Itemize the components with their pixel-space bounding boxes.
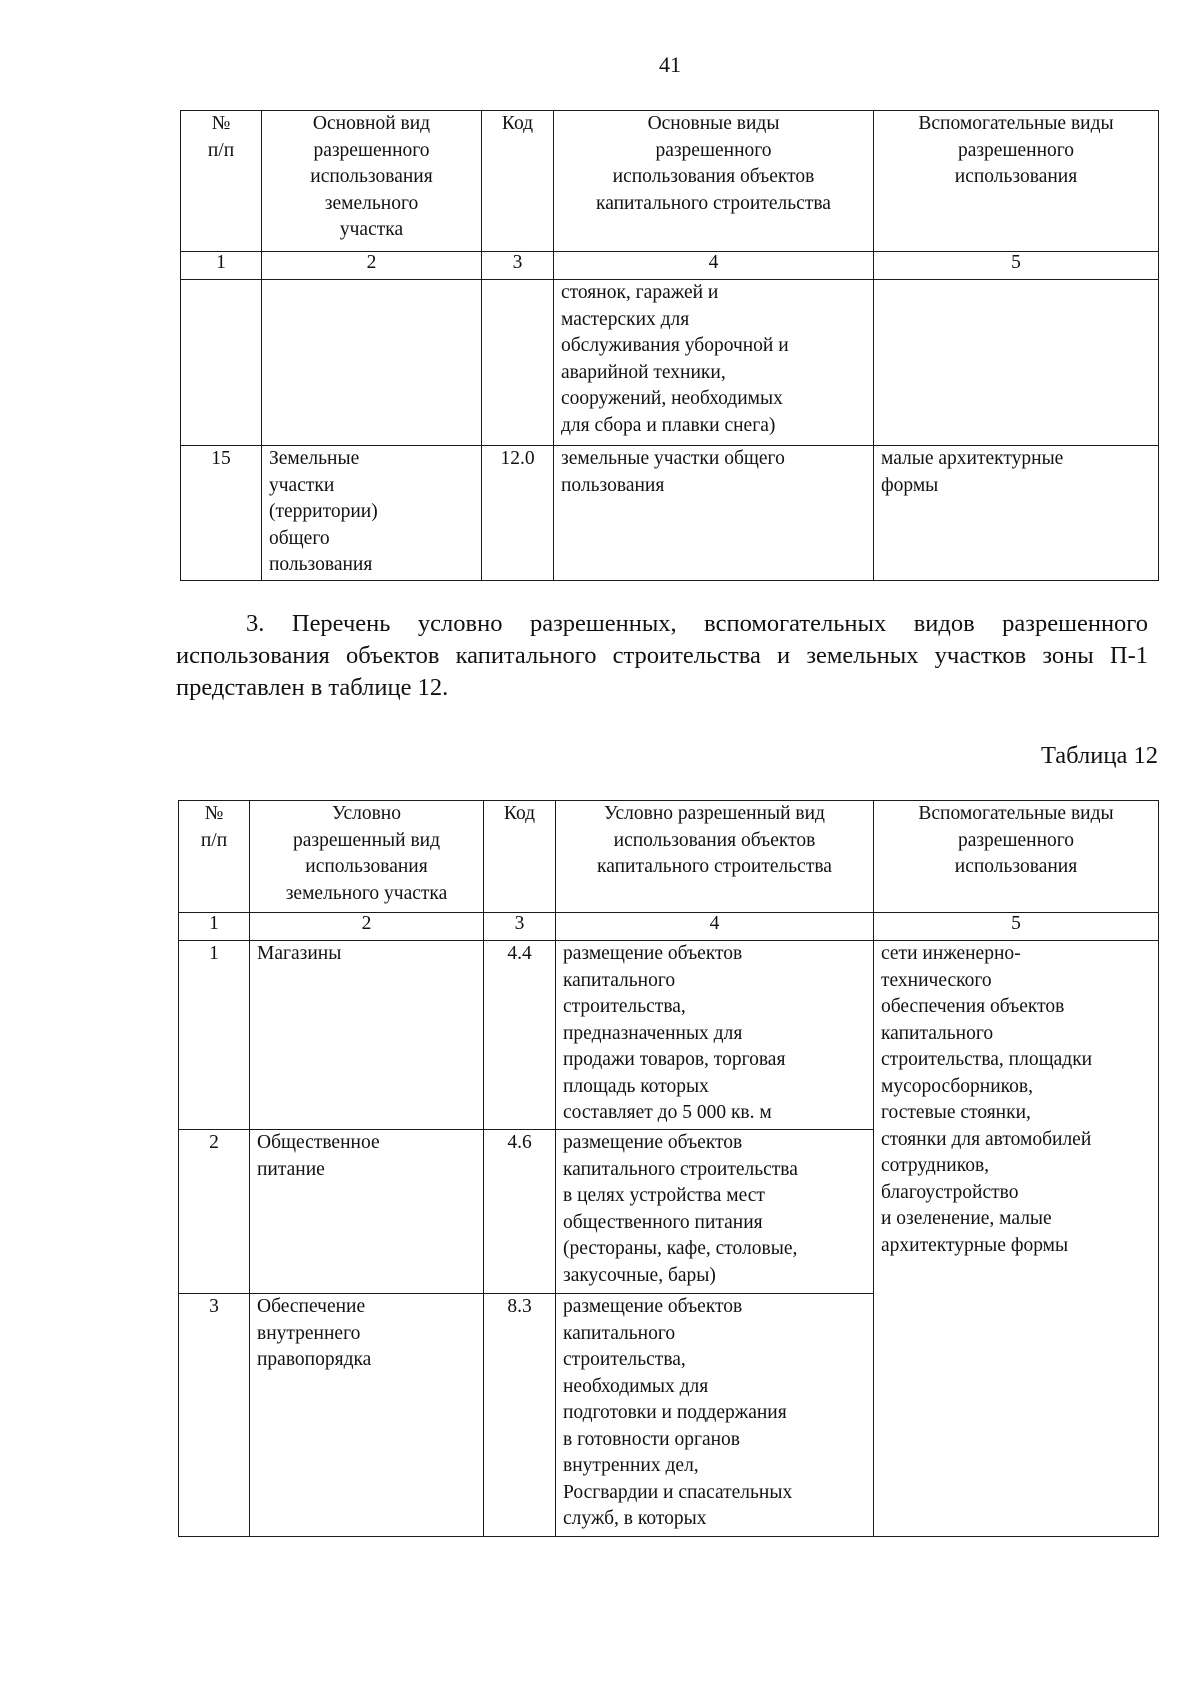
table-row <box>181 446 1159 581</box>
t2-colnum: 5 <box>874 913 1159 941</box>
t1-row-name <box>262 280 482 446</box>
t1-colnum: 5 <box>874 252 1159 280</box>
t2-header-aux-uses: Вспомогательные виды разрешенного использования <box>874 801 1159 913</box>
t1-header-aux-uses: Вспомогательные виды разрешенного использования <box>874 111 1159 252</box>
t2-row-num: 1 <box>179 941 250 1130</box>
t2-header-land-use: Условно разрешенный вид использования земельного участка <box>250 801 484 913</box>
t1-header-land-use: Основной вид разрешенного использования земельного участка <box>262 111 482 252</box>
t2-row-num: 2 <box>179 1130 250 1294</box>
t2-colnum: 3 <box>484 913 556 941</box>
t1-row-main: стоянок, гаражей и мастерских для обслуживания уборочной и аварийной техники, сооружений, необходимых для сбора и плавки снега) <box>554 280 874 446</box>
t1-header-num: № п/п <box>181 111 262 252</box>
t2-row-code: 4.4 <box>484 941 556 1130</box>
table-1 <box>180 110 1159 581</box>
t2-row-code: 8.3 <box>484 1294 556 1537</box>
t1-row-code: 12.0 <box>482 446 554 581</box>
t2-colnum: 1 <box>179 913 250 941</box>
t1-colnum: 1 <box>181 252 262 280</box>
table-12 <box>178 800 1159 1537</box>
t2-row-name: Магазины <box>250 941 484 1130</box>
t1-row-num <box>181 280 262 446</box>
page-number: 41 <box>659 52 681 77</box>
t1-row-aux: малые архитектурные формы <box>874 446 1159 581</box>
table-caption: Таблица 12 <box>1040 742 1158 769</box>
t1-row-num: 15 <box>181 446 262 581</box>
t2-header-num: № п/п <box>179 801 250 913</box>
t2-aux-merged: сети инженерно- технического обеспечения объектов капитального строительства, площадки мусоросборников, гостевые стоянки, стоянки для автомобилей сотрудников, благоустройство и озеленение, малые архитектурные формы <box>874 941 1159 1537</box>
t1-row-aux <box>874 280 1159 446</box>
t2-colnum: 4 <box>556 913 874 941</box>
t2-row-main: размещение объектов капитального строительства в целях устройства мест общественного питания (рестораны, кафе, столовые, закусочные, бары) <box>556 1130 874 1294</box>
t2-header-conditional-uses: Условно разрешенный вид использования объектов капитального строительства <box>556 801 874 913</box>
table-row <box>179 941 1159 1130</box>
t1-column-numbers <box>181 252 1159 280</box>
t1-row-code <box>482 280 554 446</box>
t1-row-main: земельные участки общего пользования <box>554 446 874 581</box>
t1-header-code: Код <box>482 111 554 252</box>
t2-row-num: 3 <box>179 1294 250 1537</box>
t2-row-main: размещение объектов капитального строительства, необходимых для подготовки и поддержания в готовности органов внутренних дел, Росгвардии и спасательных служб, в которых <box>556 1294 874 1537</box>
t1-row-name: Земельные участки (территории) общего пользования <box>262 446 482 581</box>
t2-row-name: Общественное питание <box>250 1130 484 1294</box>
t2-column-numbers <box>179 913 1159 941</box>
t2-header-code: Код <box>484 801 556 913</box>
body-paragraph: 3. Перечень условно разрешенных, вспомогательных видов разрешенного использования объектов капитального строительства и земельных участков зоны П-1 представлен в таблице 12. <box>176 610 1148 701</box>
t1-colnum: 4 <box>554 252 874 280</box>
table-1-header-row <box>181 111 1159 252</box>
t2-colnum: 2 <box>250 913 484 941</box>
t2-row-main: размещение объектов капитального строительства, предназначенных для продажи товаров, торговая площадь которых составляет до 5 000 кв. м <box>556 941 874 1130</box>
table-row <box>181 280 1159 446</box>
t1-colnum: 2 <box>262 252 482 280</box>
t1-header-main-uses: Основные виды разрешенного использования объектов капитального строительства <box>554 111 874 252</box>
t2-row-name: Обеспечение внутреннего правопорядка <box>250 1294 484 1537</box>
t2-row-code: 4.6 <box>484 1130 556 1294</box>
table-12-header-row <box>179 801 1159 913</box>
t1-colnum: 3 <box>482 252 554 280</box>
